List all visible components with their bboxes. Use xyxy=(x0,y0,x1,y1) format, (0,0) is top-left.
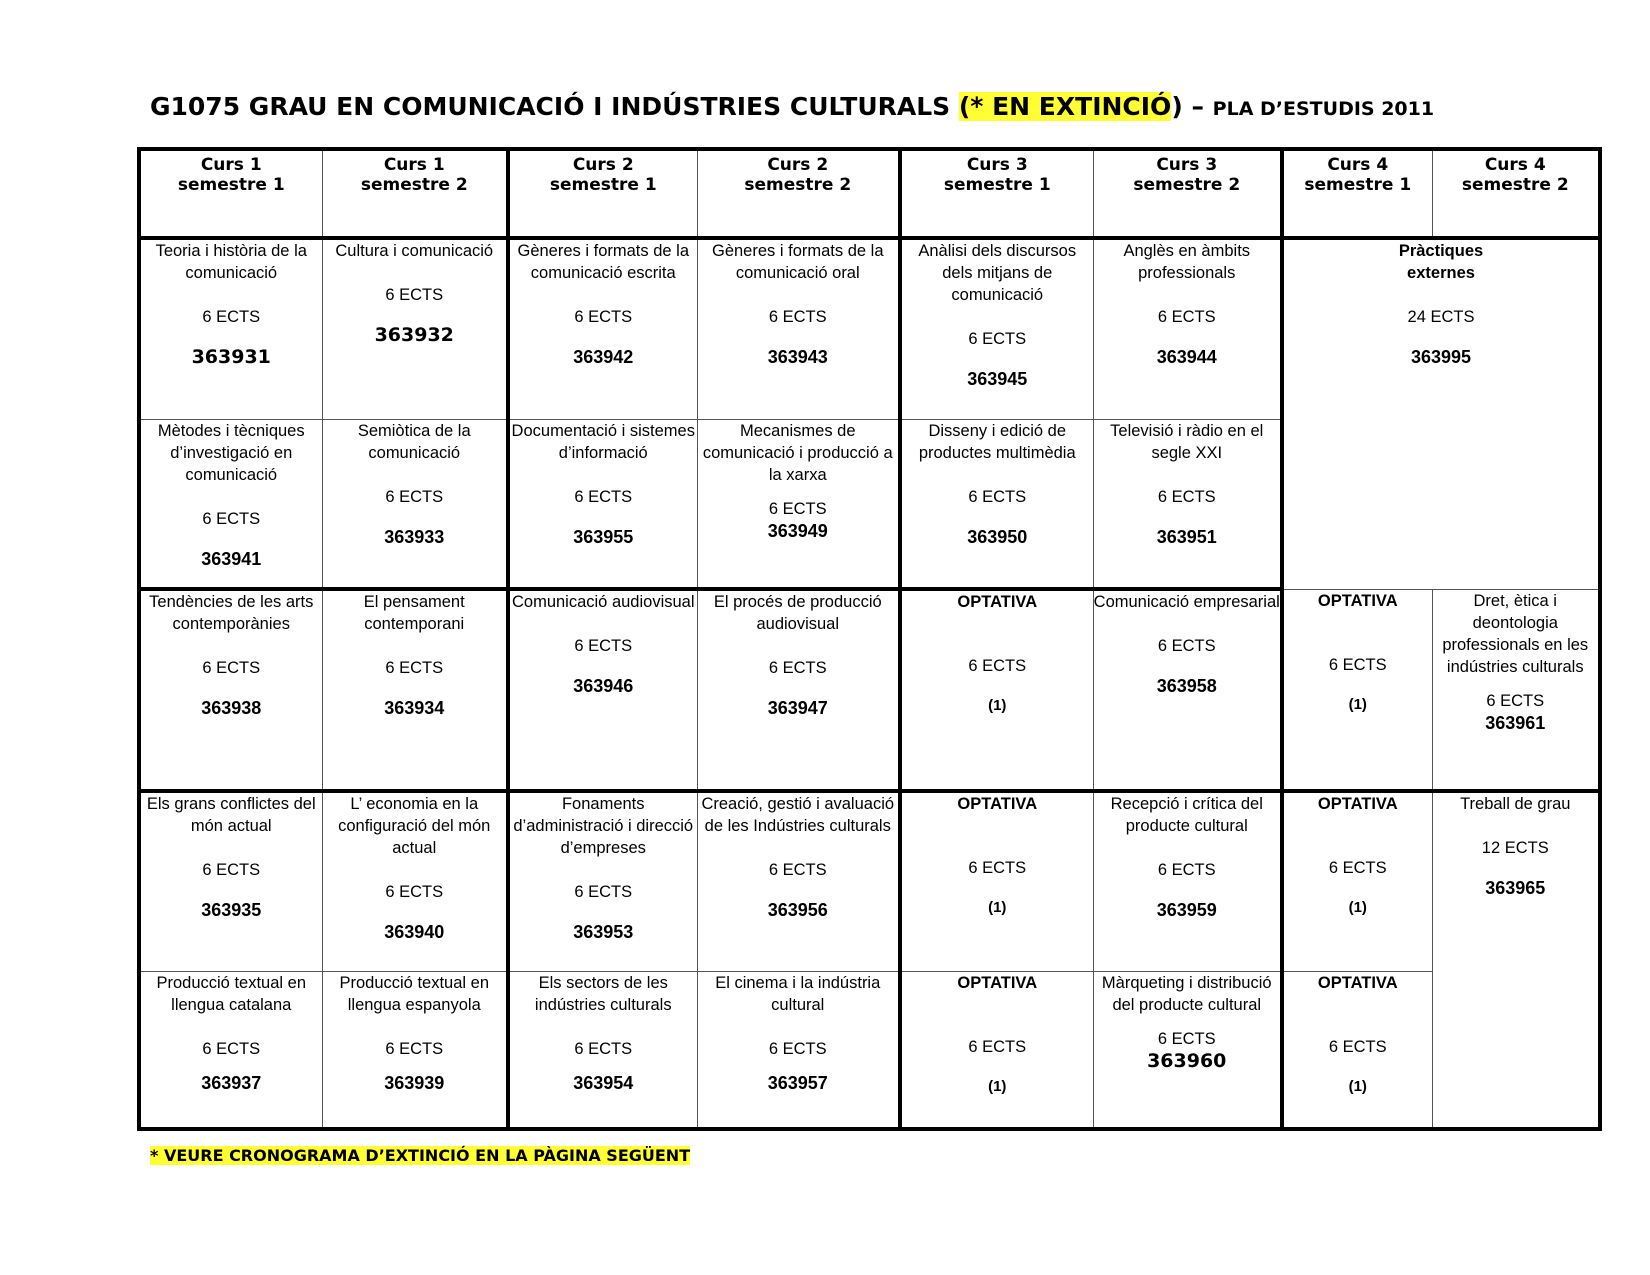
subject-cell: Anglès en àmbits professionals 6 ECTS 363944 xyxy=(1093,238,1282,419)
treball-de-grau-cell: Treball de grau 12 ECTS 363965 xyxy=(1432,791,1600,1129)
subject-cell: L’ economia en la configuració del món actual 6 ECTS 363940 xyxy=(322,791,508,971)
optativa-cell: OPTATIVA 6 ECTS (1) xyxy=(1282,791,1432,971)
subject-cell: El procés de producció audiovisual 6 ECTS 363947 xyxy=(697,589,900,791)
title-extinction-highlight: (* EN EXTINCIÓ xyxy=(958,92,1172,121)
subject-cell: Producció textual en llengua espanyola 6 ECTS 363939 xyxy=(322,971,508,1129)
subject-cell: El pensament contemporani 6 ECTS 363934 xyxy=(322,589,508,791)
practiques-externes-cell: Pràctiques externes 24 ECTS 363995 xyxy=(1282,238,1600,589)
subject-cell: Semiòtica de la comunicació 6 ECTS 363933 xyxy=(322,419,508,589)
optativa-cell: OPTATIVA 6 ECTS (1) xyxy=(1282,589,1432,791)
subject-cell: Els sectors de les indústries culturals 6 ECTS 363954 xyxy=(508,971,697,1129)
header-c1s2: Curs 1 semestre 2 xyxy=(322,149,508,238)
header-c2s1: Curs 2 semestre 1 xyxy=(508,149,697,238)
optativa-cell: OPTATIVA 6 ECTS (1) xyxy=(1282,971,1432,1129)
table-row xyxy=(139,589,1600,791)
subject-cell: Fonaments d’administració i direcció d’empreses 6 ECTS 363953 xyxy=(508,791,697,971)
subject-cell: Recepció i crítica del producte cultural 6 ECTS 363959 xyxy=(1093,791,1282,971)
subject-cell: Màrqueting i distribució del producte cultural 6 ECTS 363960 xyxy=(1093,971,1282,1129)
subject-cell: Comunicació empresarial 6 ECTS 363958 xyxy=(1093,589,1282,791)
header-c2s2: Curs 2 semestre 2 xyxy=(697,149,900,238)
subject-cell: Anàlisi dels discursos dels mitjans de comunicació 6 ECTS 363945 xyxy=(900,238,1093,419)
subject-cell: Dret, ètica i deontologia professionals en les indústries culturals 6 ECTS 363961 xyxy=(1432,589,1600,791)
subject-cell: Tendències de les arts contemporànies 6 ECTS 363938 xyxy=(139,589,322,791)
table-row xyxy=(139,238,1600,419)
header-c1s1: Curs 1 semestre 1 xyxy=(139,149,322,238)
subject-cell: Documentació i sistemes d’informació 6 ECTS 363955 xyxy=(508,419,697,589)
study-plan-table xyxy=(137,147,1602,1131)
table-row xyxy=(139,971,1600,1129)
subject-cell: Cultura i comunicació 6 ECTS 363932 xyxy=(322,238,508,419)
subject-cell: Els grans conflictes del món actual 6 ECTS 363935 xyxy=(139,791,322,971)
header-c3s2: Curs 3 semestre 2 xyxy=(1093,149,1282,238)
subject-cell: Producció textual en llengua catalana 6 ECTS 363937 xyxy=(139,971,322,1129)
subject-cell: Gèneres i formats de la comunicació oral 6 ECTS 363943 xyxy=(697,238,900,419)
optativa-cell: OPTATIVA 6 ECTS (1) xyxy=(900,589,1093,791)
extinction-footnote: * VEURE CRONOGRAMA D’EXTINCIÓ EN LA PÀGINA SEGÜENT xyxy=(150,1146,691,1165)
title-close: ) – xyxy=(1171,92,1213,121)
subject-cell: Mecanismes de comunicació i producció a la xarxa 6 ECTS 363949 xyxy=(697,419,900,589)
subject-cell: Televisió i ràdio en el segle XXI 6 ECTS 363951 xyxy=(1093,419,1282,589)
subject-cell: Creació, gestió i avaluació de les Indústries culturals 6 ECTS 363956 xyxy=(697,791,900,971)
subject-cell: Gèneres i formats de la comunicació escrita 6 ECTS 363942 xyxy=(508,238,697,419)
header-c4s2: Curs 4 semestre 2 xyxy=(1432,149,1600,238)
optativa-cell: OPTATIVA 6 ECTS (1) xyxy=(900,971,1093,1129)
title-plan: PLA D’ESTUDIS 2011 xyxy=(1212,98,1435,120)
subject-cell: El cinema i la indústria cultural 6 ECTS 363957 xyxy=(697,971,900,1129)
title-main: G1075 GRAU EN COMUNICACIÓ I INDÚSTRIES CULTURALS xyxy=(150,92,959,121)
subject-cell: Teoria i història de la comunicació 6 ECTS 363931 xyxy=(139,238,322,419)
optativa-cell: OPTATIVA 6 ECTS (1) xyxy=(900,791,1093,971)
subject-cell: Mètodes i tècniques d’investigació en comunicació 6 ECTS 363941 xyxy=(139,419,322,589)
header-c3s1: Curs 3 semestre 1 xyxy=(900,149,1093,238)
subject-cell: Disseny i edició de productes multimèdia 6 ECTS 363950 xyxy=(900,419,1093,589)
table-row xyxy=(139,791,1600,971)
header-c4s1: Curs 4 semestre 1 xyxy=(1282,149,1432,238)
document-title xyxy=(150,92,1434,121)
header-row xyxy=(139,149,1600,238)
subject-cell: Comunicació audiovisual 6 ECTS 363946 xyxy=(508,589,697,791)
